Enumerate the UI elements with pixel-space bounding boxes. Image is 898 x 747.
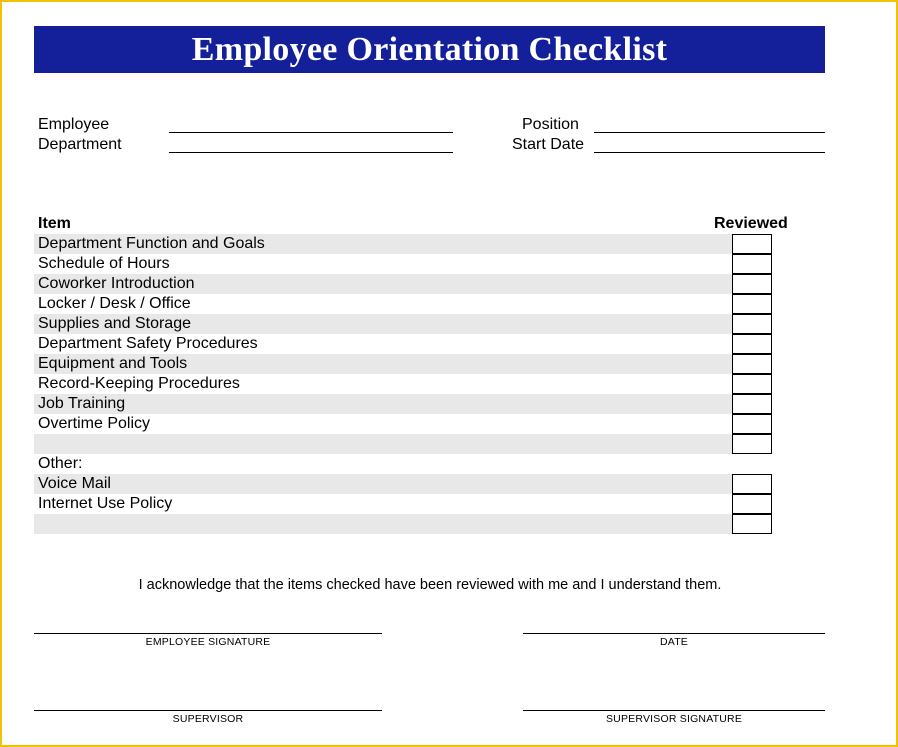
list-item: Job Training [34,394,734,414]
supervisor-line[interactable] [34,710,382,711]
acknowledgement-text: I acknowledge that the items checked have been reviewed with me and I understand them. [138,577,722,593]
employee-signature-line[interactable] [34,633,382,634]
position-label: Position [522,116,579,133]
list-item: Overtime Policy [38,415,151,432]
list-item: Voice Mail [34,474,734,494]
list-item: Internet Use Policy [38,495,173,512]
list-item [34,514,734,534]
other-label: Other: [38,455,83,472]
reviewed-checkbox[interactable] [732,514,772,534]
supervisor-label: SUPERVISOR [172,713,244,725]
list-item: Department Function and Goals [34,234,734,254]
list-item: Supplies and Storage [34,314,734,334]
reviewed-checkbox[interactable] [732,254,772,274]
supervisor-signature-label: SUPERVISOR SIGNATURE [605,713,743,725]
item-column-header: Item [38,215,71,232]
reviewed-column-header: Reviewed [714,215,788,232]
employee-field[interactable] [169,132,453,133]
reviewed-checkbox[interactable] [732,434,772,454]
position-field[interactable] [594,132,825,133]
reviewed-checkbox[interactable] [732,494,772,514]
list-item [34,434,734,454]
page-title: Employee Orientation Checklist [191,30,668,68]
department-field[interactable] [169,152,453,153]
start-date-field[interactable] [594,152,825,153]
date-label: DATE [659,636,689,648]
reviewed-checkbox[interactable] [732,234,772,254]
employee-label: Employee [38,116,110,133]
reviewed-checkbox[interactable] [732,394,772,414]
reviewed-checkbox[interactable] [732,334,772,354]
department-label: Department [38,136,122,153]
reviewed-checkbox[interactable] [732,474,772,494]
title-bar [34,26,825,73]
checklist-rows [34,234,734,534]
start-date-label: Start Date [512,136,585,153]
reviewed-checkbox[interactable] [732,374,772,394]
reviewed-checkbox[interactable] [732,314,772,334]
list-item: Coworker Introduction [34,274,734,294]
reviewed-checkbox[interactable] [732,294,772,314]
list-item: Record-Keeping Procedures [38,375,240,392]
date-line[interactable] [523,633,825,634]
list-item: Equipment and Tools [34,354,734,374]
reviewed-checkbox[interactable] [732,354,772,374]
reviewed-checkbox[interactable] [732,414,772,434]
list-item: Locker / Desk / Office [38,295,191,312]
employee-signature-label: EMPLOYEE SIGNATURE [145,636,271,648]
reviewed-checkbox[interactable] [732,274,772,294]
list-item: Department Safety Procedures [38,335,258,352]
supervisor-signature-line[interactable] [523,710,825,711]
list-item: Schedule of Hours [38,255,170,272]
